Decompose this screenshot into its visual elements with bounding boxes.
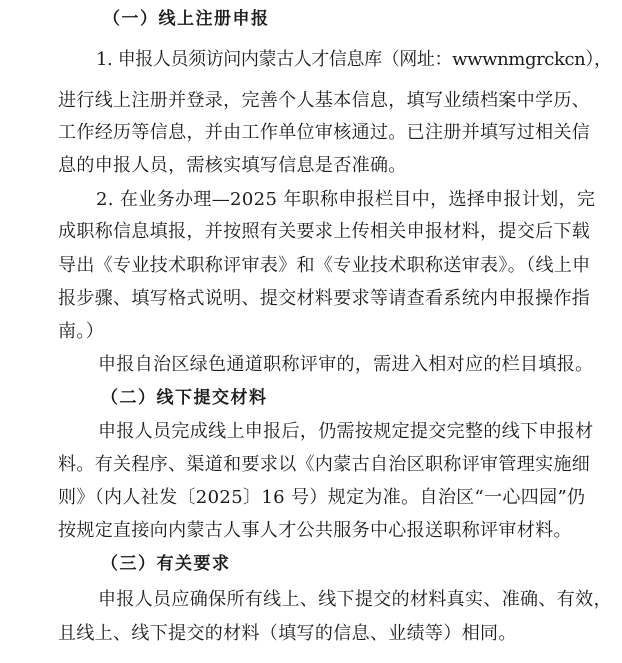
section3-para1-line2: 且线上、线下提交的材料（填写的信息、业绩等）相同。 — [58, 623, 517, 644]
section1-para1-line2: 进行线上注册并登录，完善个人基本信息，填写业绩档案中学历、 — [58, 90, 591, 111]
section2-heading: （二）线下提交材料 — [101, 388, 268, 408]
section1-heading: （一）线上注册申报 — [103, 9, 270, 29]
section3-heading: （三）有关要求 — [101, 554, 231, 574]
section1-para2-line5: 南。） — [58, 321, 105, 342]
section2-para1-line3: 则》（内人社发〔2025〕16 号）规定为准。自治区“一心四园”仍 — [58, 487, 586, 508]
section1-para3-line1: 申报自治区绿色通道职称评审的，需进入相对应的栏目填报。 — [98, 354, 594, 375]
section1-para2-line1: 2. 在业务办理—2025 年职称申报栏目中，选择申报计划，完 — [96, 189, 596, 210]
section1-para2-line4: 报步骤、填写格式说明、提交材料要求等请查看系统内申报操作指 — [58, 288, 591, 309]
section1-para2-line3: 导出《专业技术职称评审表》和《专业技术职称送审表》。（线上申 — [58, 255, 591, 276]
section3-para1-line1: 申报人员应确保所有线上、线下提交的材料真实、准确、有效， — [98, 589, 612, 610]
section1-para2-line2: 成职称信息填报，并按照有关要求上传相关申报材料，提交后下载 — [58, 221, 591, 242]
section1-para1-line3: 工作经历等信息，并由工作单位审核通过。已注册并填写过相关信 — [58, 122, 591, 143]
section2-para1-line4: 按规定直接向内蒙古人事人才公共服务中心报送职称评审材料。 — [58, 520, 572, 541]
section2-para1-line1: 申报人员完成线上申报后，仍需按规定提交完整的线下申报材 — [98, 421, 594, 442]
section1-para1-line4: 息的申报人员，需核实填写信息是否准确。 — [58, 155, 407, 176]
section1-para1-line1: 1. 申报人员须访问内蒙古人才信息库（网址：wwwnmgrckcn）， — [96, 49, 612, 70]
section2-para1-line2: 料。有关程序、渠道和要求以《内蒙古自治区职称评审管理实施细 — [58, 454, 591, 475]
